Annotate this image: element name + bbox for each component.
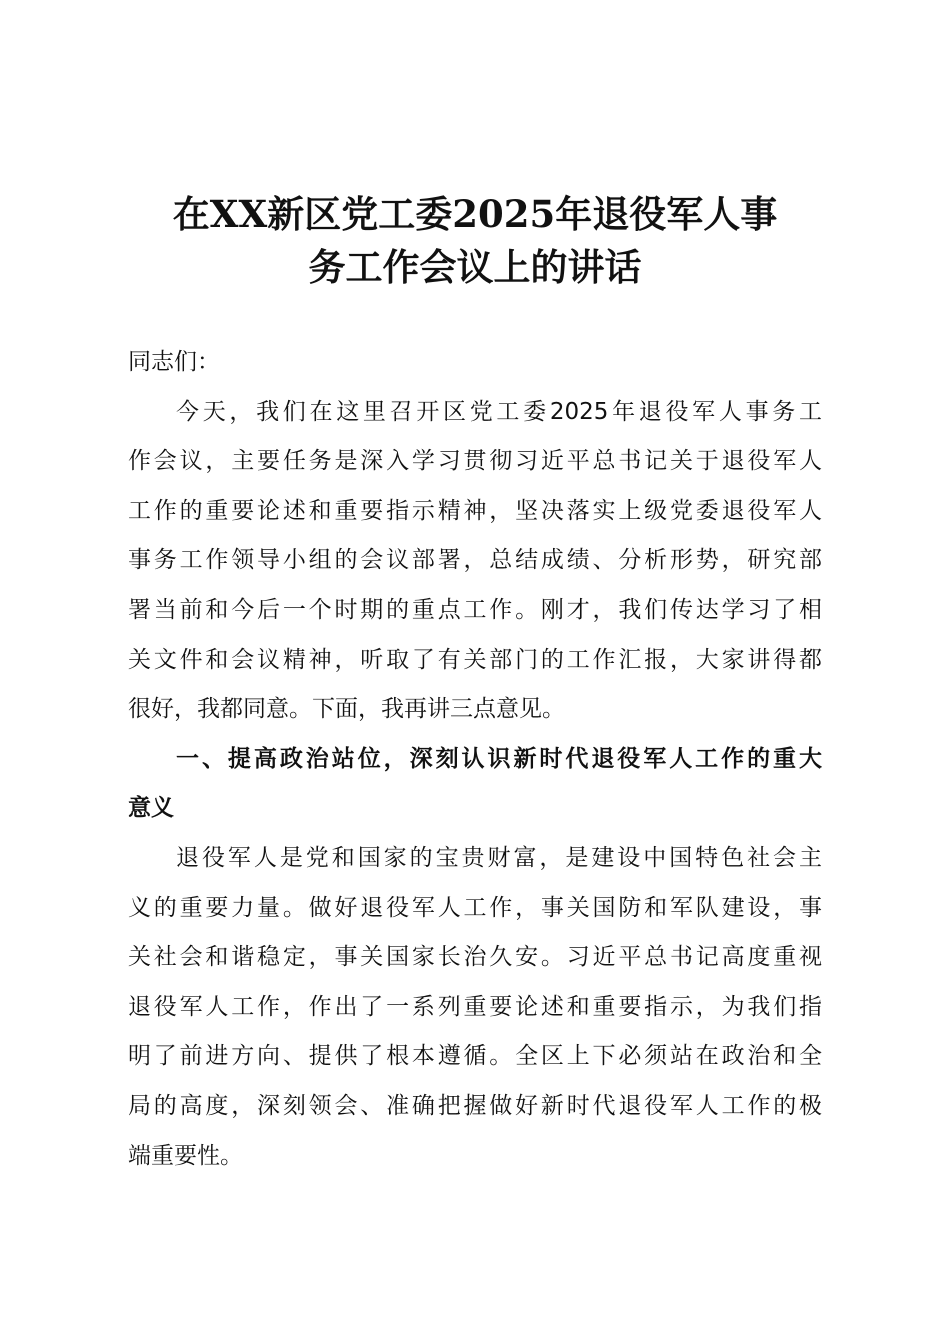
text-line: 今天，我们在这里召开区党工委2025年退役军人事务工 xyxy=(176,398,822,425)
text-line: 关社会和谐稳定，事关国家长治久安。习近平总书记高度重视 xyxy=(128,944,822,971)
text-line: 作会议，主要任务是深入学习贯彻习近平总书记关于退役军人 xyxy=(128,448,822,475)
heading-line: 一、提高政治站位，深刻认识新时代退役军人工作的重大 xyxy=(176,745,822,772)
title-line: 在XX新区党工委2025年退役军人事 xyxy=(172,192,778,236)
text-line: 关文件和会议精神，听取了有关部门的工作汇报，大家讲得都 xyxy=(128,646,822,673)
text-line: 很好，我都同意。下面，我再讲三点意见。 xyxy=(128,696,565,723)
text-line: 局的高度，深刻领会、准确把握做好新时代退役军人工作的极 xyxy=(128,1092,822,1119)
paragraph-section-1 xyxy=(128,834,822,1181)
text-line: 退役军人是党和国家的宝贵财富，是建设中国特色社会主 xyxy=(176,844,822,871)
text-line: 退役军人工作，作出了一系列重要论述和重要指示，为我们指 xyxy=(128,993,822,1020)
text-line: 义的重要力量。做好退役军人工作，事关国防和军队建设，事 xyxy=(128,894,822,921)
document-title xyxy=(0,188,950,294)
text-line: 事务工作领导小组的会议部署，总结成绩、分析形势，研究部 xyxy=(128,547,822,574)
text-line: 明了前进方向、提供了根本遵循。全区上下必须站在政治和全 xyxy=(128,1043,822,1070)
text-line: 端重要性。 xyxy=(128,1142,243,1169)
paragraph-intro xyxy=(128,388,822,735)
title-line: 务工作会议上的讲话 xyxy=(308,245,642,289)
section-heading xyxy=(128,735,822,834)
heading-line: 意义 xyxy=(128,795,174,822)
document-body xyxy=(128,338,822,1181)
text-line: 署当前和今后一个时期的重点工作。刚才，我们传达学习了相 xyxy=(128,596,822,623)
salutation: 同志们： xyxy=(128,349,220,375)
text-line: 工作的重要论述和重要指示精神，坚决落实上级党委退役军人 xyxy=(128,497,822,524)
